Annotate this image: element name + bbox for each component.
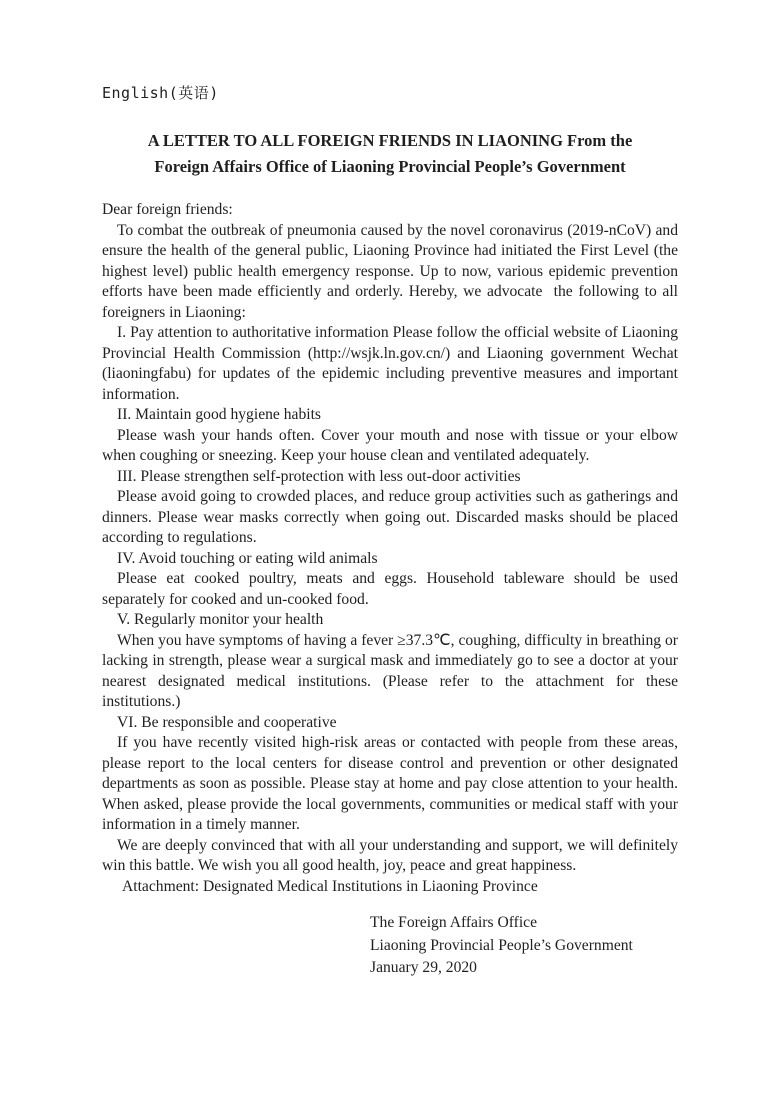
letter-title: A LETTER TO ALL FOREIGN FRIENDS IN LIAONING From the Foreign Affairs Office of Liaoning Provincial People’s Government bbox=[147, 131, 633, 176]
section-3-heading: III. Please strengthen self-protection with less out-door activities bbox=[117, 467, 521, 485]
signature-block bbox=[370, 912, 678, 980]
section-3-body: Please avoid going to crowded places, and reduce group activities such as gatherings and dinners. Please wear masks correctly when going out. Discarded masks should be placed according to regulations. bbox=[102, 488, 678, 546]
attachment-note: Attachment: Designated Medical Institutions in Liaoning Province bbox=[122, 877, 538, 895]
closing-paragraph: We are deeply convinced that with all your understanding and support, we will definitely win this battle. We wish you all good health, joy, peace and great happiness. bbox=[102, 836, 678, 874]
section-2-body: Please wash your hands often. Cover your mouth and nose with tissue or your elbow when coughing or sneezing. Keep your house clean and ventilated adequately. bbox=[102, 426, 678, 464]
section-5-body: When you have symptoms of having a fever ≥37.3℃, coughing, difficulty in breathing or lacking in strength, please wear a surgical mask and immediately go to see a doctor at your nearest designated medical institutions. (Please refer to the attachment for these institutions.) bbox=[102, 631, 678, 710]
section-4-body: Please eat cooked poultry, meats and eggs. Household tableware should be used separately for cooked and un-cooked food. bbox=[102, 570, 678, 608]
signature-government: Liaoning Provincial People’s Government bbox=[370, 936, 633, 954]
section-6-body: If you have recently visited high-risk areas or contacted with people from these areas, please report to the local centers for disease control and prevention or other designated departments as soon as possible. Please stay at home and pay close attention to your health. When asked, please provide the local governments, communities or medical staff with your information in a timely manner. bbox=[102, 734, 678, 833]
letter-body bbox=[102, 200, 678, 897]
paragraph-intro: To combat the outbreak of pneumonia caused by the novel coronavirus (2019-nCoV) and ensure the health of the general public, Liaoning Province had initiated the First Level (the highest level) public health emergency response. Up to now, various epidemic prevention efforts have been made efficiently and orderly. Hereby, we advocate the following to all foreigners in Liaoning: bbox=[102, 221, 678, 321]
section-1: I. Pay attention to authoritative information Please follow the official website of Liaoning Provincial Health Commission (http://wsjk.ln.gov.cn/) and Liaoning government Wechat (liaoningfabu) for updates of the epidemic including preventive measures and important information. bbox=[102, 324, 678, 403]
signature-date: January 29, 2020 bbox=[370, 959, 477, 976]
section-2-heading: II. Maintain good hygiene habits bbox=[117, 406, 321, 423]
section-4-heading: IV. Avoid touching or eating wild animals bbox=[117, 549, 378, 567]
section-5-heading: V. Regularly monitor your health bbox=[117, 611, 324, 628]
signature-office: The Foreign Affairs Office bbox=[370, 914, 538, 931]
salutation: Dear foreign friends: bbox=[102, 201, 233, 218]
section-6-heading: VI. Be responsible and cooperative bbox=[117, 713, 337, 731]
language-label: English(英语) bbox=[102, 84, 219, 102]
